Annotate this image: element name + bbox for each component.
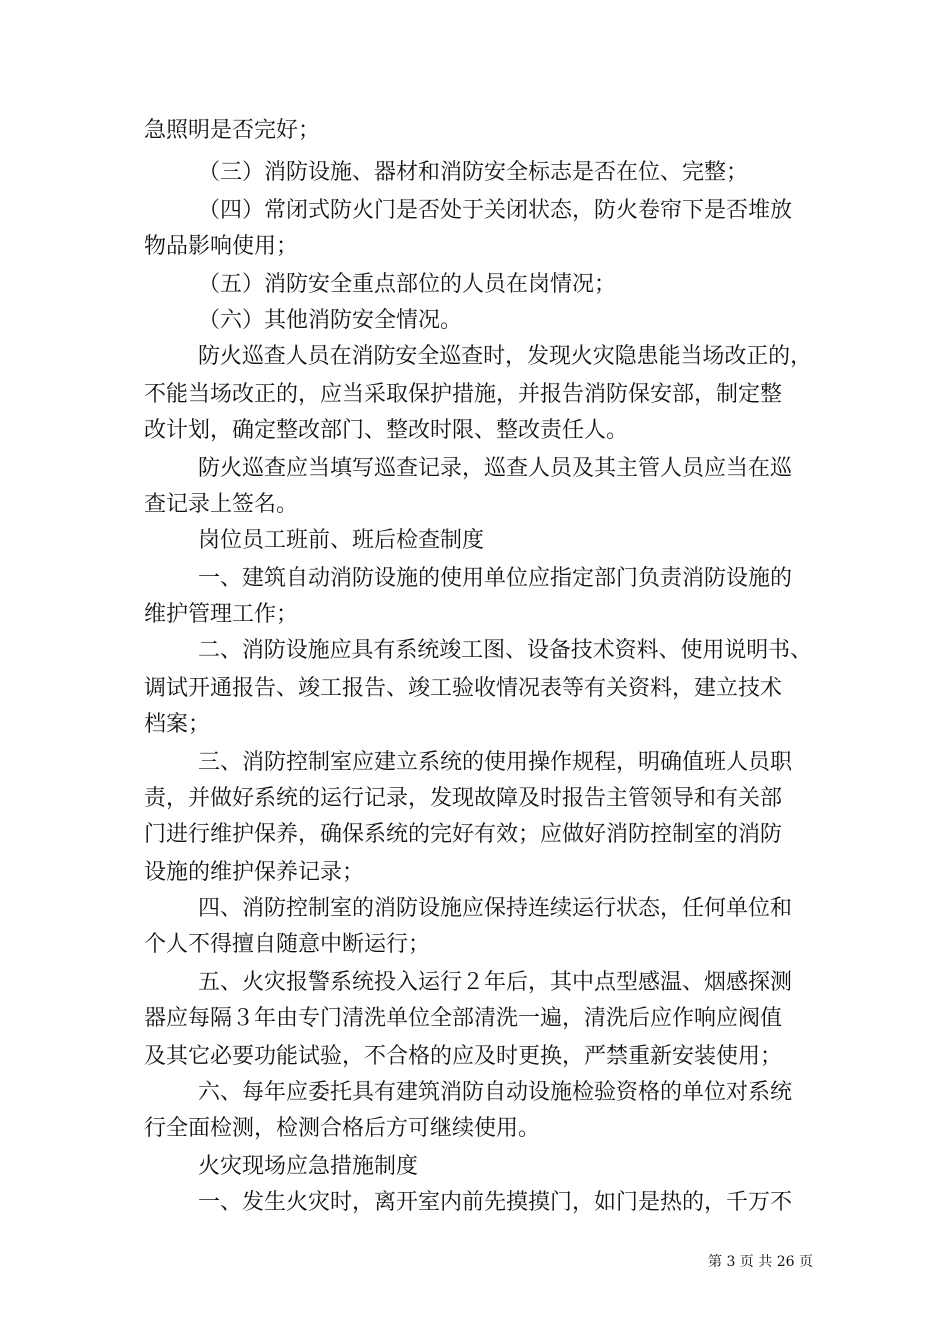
body-line: 改计划，确定整改部门、整改时限、整改责任人。 — [144, 418, 629, 443]
body-line: 五、火灾报警系统投入运行２年后，其中点型感温、烟感探测 — [198, 970, 793, 995]
body-line: 调试开通报告、竣工报告、竣工验收情况表等有关资料，建立技术 — [144, 676, 783, 701]
section-heading: 火灾现场应急措施制度 — [198, 1154, 419, 1179]
body-line: 四、消防控制室的消防设施应保持连续运行状态，任何单位和 — [198, 896, 793, 921]
body-line: 一、发生火灾时，离开室内前先摸摸门，如门是热的，千万不 — [198, 1190, 793, 1215]
body-line: 防火巡查应当填写巡查记录，巡查人员及其主管人员应当在巡 — [198, 456, 793, 481]
body-line: 责，并做好系统的运行记录，发现故障及时报告主管领导和有关部 — [144, 786, 783, 811]
body-line: （五）消防安全重点部位的人员在岗情况； — [198, 272, 617, 297]
body-line: 物品影响使用； — [144, 234, 299, 259]
body-line: 六、每年应委托具有建筑消防自动设施检验资格的单位对系统 — [198, 1080, 793, 1105]
body-line: （三）消防设施、器材和消防安全标志是否在位、完整； — [198, 160, 749, 185]
body-line: 一、建筑自动消防设施的使用单位应指定部门负责消防设施的 — [198, 566, 793, 591]
body-line: 维护管理工作； — [144, 602, 299, 627]
body-line: 查记录上签名。 — [144, 492, 299, 517]
body-line: 行全面检测，检测合格后方可继续使用。 — [144, 1116, 541, 1141]
body-line: 及其它必要功能试验，不合格的应及时更换，严禁重新安装使用； — [144, 1044, 783, 1069]
body-line: 个人不得擅自随意中断运行； — [144, 932, 431, 957]
body-line: 二、消防设施应具有系统竣工图、设备技术资料、使用说明书、 — [198, 638, 813, 663]
body-line: 急照明是否完好； — [144, 118, 321, 143]
body-line: 防火巡查人员在消防安全巡查时，发现火灾隐患能当场改正的， — [198, 344, 813, 369]
body-line: 器应每隔３年由专门清洗单位全部清洗一遍，清洗后应作响应阀值 — [144, 1006, 783, 1031]
body-line: （四）常闭式防火门是否处于关闭状态，防火卷帘下是否堆放 — [198, 198, 793, 223]
section-heading: 岗位员工班前、班后检查制度 — [198, 528, 485, 553]
body-line: 档案； — [144, 712, 211, 737]
body-line: 设施的维护保养记录； — [144, 860, 365, 885]
page-footer: 第 3 页 共 26 页 — [708, 1254, 813, 1270]
body-line: （六）其他消防安全情况。 — [198, 308, 463, 333]
body-line: 不能当场改正的，应当采取保护措施，并报告消防保安部，制定整 — [144, 382, 783, 407]
body-line: 门进行维护保养，确保系统的完好有效；应做好消防控制室的消防 — [144, 822, 783, 847]
body-line: 三、消防控制室应建立系统的使用操作规程，明确值班人员职 — [198, 750, 793, 775]
